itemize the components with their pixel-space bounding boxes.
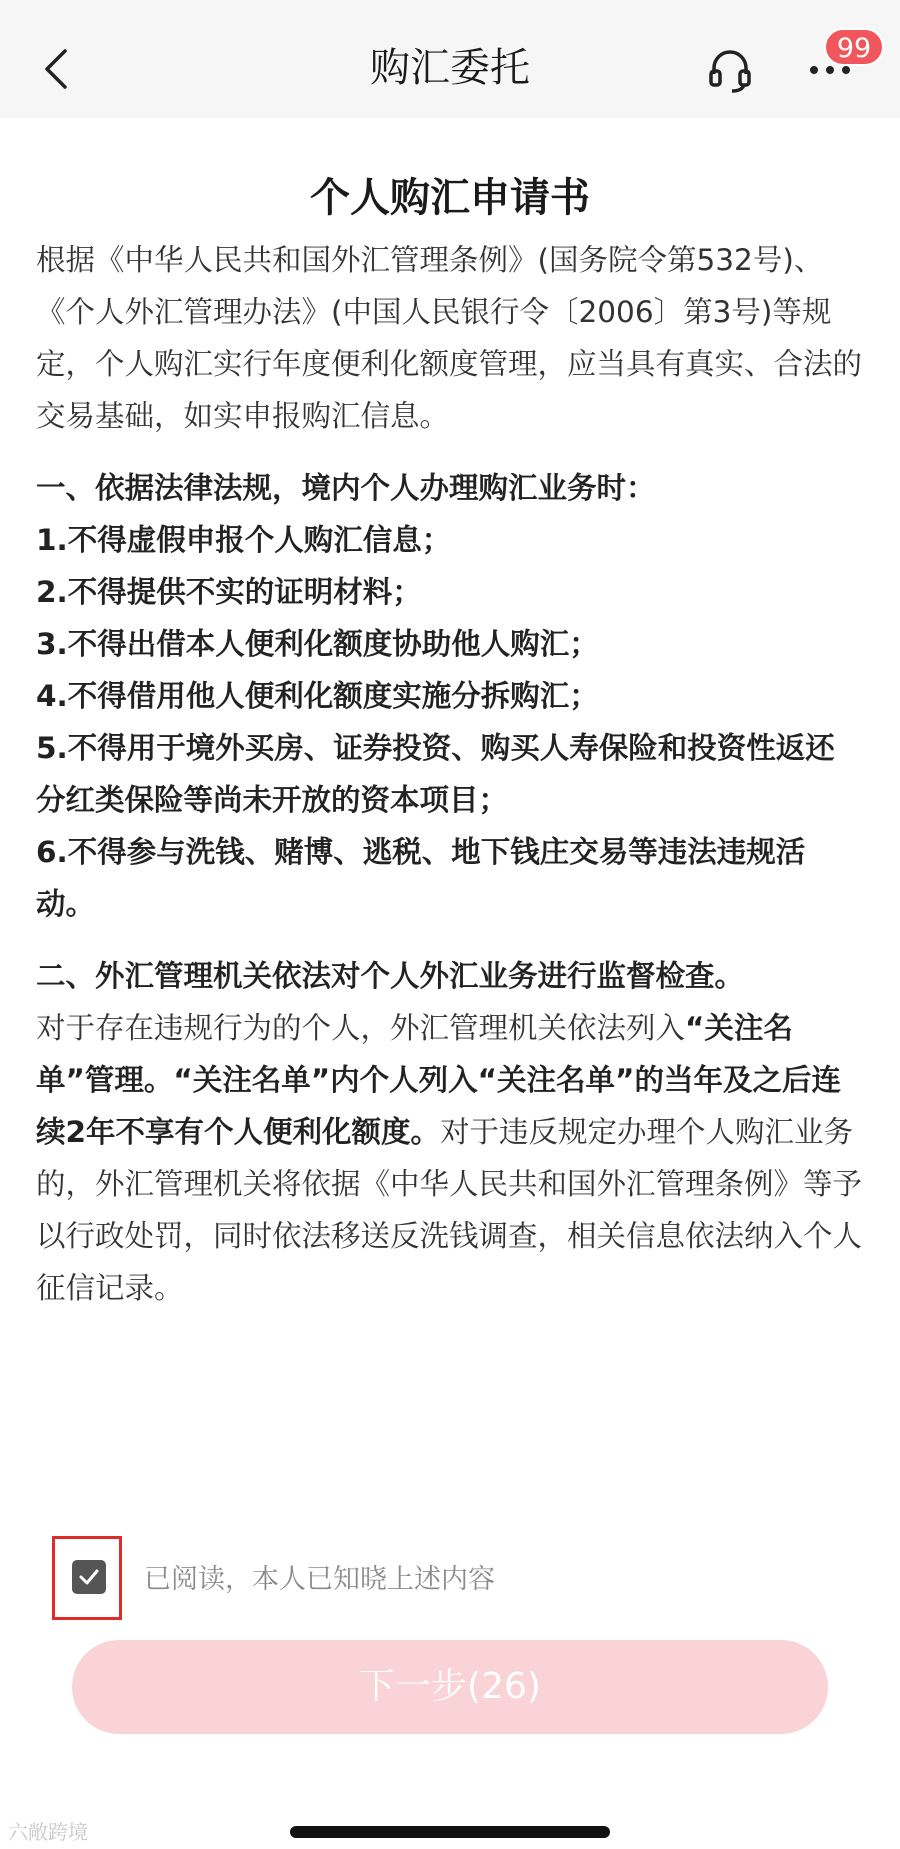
list-item: 5.不得用于境外买房、证券投资、购买人寿保险和投资性返还分红类保险等尚未开放的资本项目； (36, 731, 835, 817)
page-title: 购汇委托 (370, 45, 530, 91)
watermark: 六敞跨境 (8, 1820, 88, 1844)
document-title: 个人购汇申请书 (310, 175, 590, 221)
list-item: 4.不得借用他人便利化额度实施分拆购汇； (36, 679, 599, 713)
section2-text-a: 对于存在违规行为的个人，外汇管理机关依法列入 (36, 1011, 686, 1045)
headset-icon (706, 46, 754, 94)
notification-badge: 99 (824, 28, 884, 66)
list-item: 2.不得提供不实的证明材料； (36, 575, 422, 609)
home-indicator[interactable] (290, 1826, 610, 1838)
document-body (36, 234, 862, 1314)
nav-header (0, 0, 900, 118)
customer-service-button[interactable] (702, 42, 758, 98)
agree-label: 已阅读，本人已知晓上述内容 (144, 1564, 495, 1595)
section2-text-bold: “关注名单”管理。“关注名单”内个人列入“关注名单”的当年及之后连续2年不享有个人便利化额度。 (36, 1011, 841, 1149)
intro-paragraph: 根据《中华人民共和国外汇管理条例》(国务院令第532号)、《个人外汇管理办法》(中国人民银行令〔2006〕第3号)等规定，个人购汇实行年度便利化额度管理，应当具有真实、合法的交易基础，如实申报购汇信息。 (36, 243, 863, 433)
list-item: 3.不得出借本人便利化额度协助他人购汇； (36, 627, 599, 661)
list-item: 6.不得参与洗钱、赌博、逃税、地下钱庄交易等违法违规活动。 (36, 835, 806, 921)
next-step-button[interactable]: 下一步(26) (72, 1640, 828, 1734)
list-item: 1.不得虚假申报个人购汇信息； (36, 523, 452, 557)
agree-checkbox[interactable] (52, 1536, 122, 1620)
section2-heading: 二、外汇管理机关依法对个人外汇业务进行监督检查。 (36, 959, 745, 993)
section1-heading: 一、依据法律法规，境内个人办理购汇业务时： (36, 471, 656, 505)
checkbox-box[interactable] (72, 1560, 106, 1594)
section2-text-b: 对于违反规定办理个人购汇业务的，外汇管理机关将依据《中华人民共和国外汇管理条例》等予以行政处罚，同时依法移送反洗钱调查，相关信息依法纳入个人征信记录。 (36, 1115, 863, 1305)
section2-paragraph (36, 1002, 862, 1314)
checkmark-icon (78, 1568, 100, 1586)
